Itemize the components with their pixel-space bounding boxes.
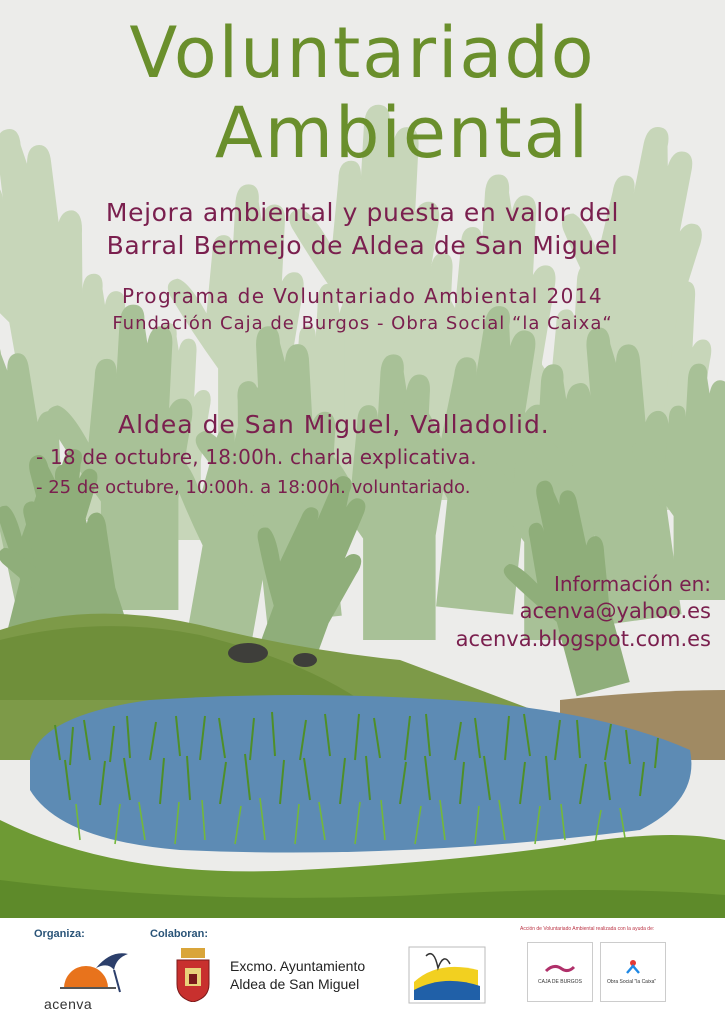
contact-email[interactable]: acenva@yahoo.es	[519, 599, 711, 623]
program-line-1: Programa de Voluntariado Ambiental 2014	[122, 284, 603, 308]
ayuntamiento-line-2: Aldea de San Miguel	[230, 976, 360, 992]
event-location: Aldea de San Miguel, Valladolid.	[118, 410, 550, 439]
subtitle-line-1: Mejora ambiental y puesta en valor del	[105, 198, 620, 227]
accion-text: Acción de Voluntariado Ambiental realizada con la ayuda de:	[520, 926, 655, 932]
coat-of-arms-icon	[175, 948, 211, 1002]
obrasocial-logo	[600, 942, 666, 1002]
sponsors-footer	[0, 918, 725, 1024]
obrasocial-text: Obra Social "la Caixa"	[607, 979, 657, 985]
cajaburgos-text: CAJA DE BURGOS	[538, 979, 582, 985]
event-date-1: - 18 de octubre, 18:00h. charla explicativa.	[36, 445, 477, 469]
acenva-logo-icon	[56, 948, 136, 996]
event-date-2: - 25 de octubre, 10:00h. a 18:00h. voluntariado.	[36, 477, 471, 498]
info-heading: Información en:	[553, 572, 711, 596]
title-line-1: Voluntariado	[129, 12, 596, 94]
subtitle-line-2: Barral Bermejo de Aldea de San Miguel	[106, 231, 619, 260]
title-line-2: Ambiental	[214, 92, 591, 174]
ayuntamiento-line-1: Excmo. Ayuntamiento	[230, 958, 366, 974]
organiza-label: Organiza:	[34, 928, 85, 940]
contact-blog-link[interactable]: acenva.blogspot.com.es	[455, 627, 711, 651]
cajaburgos-icon	[544, 963, 576, 975]
barral-logo-icon	[408, 946, 486, 1004]
lacaixa-star-icon	[625, 959, 641, 975]
cajaburgos-logo	[527, 942, 593, 1002]
program-line-2: Fundación Caja de Burgos - Obra Social “la Caixa“	[112, 313, 613, 334]
colaboran-label: Colaboran:	[150, 928, 209, 940]
acenva-name: acenva	[44, 996, 93, 1012]
